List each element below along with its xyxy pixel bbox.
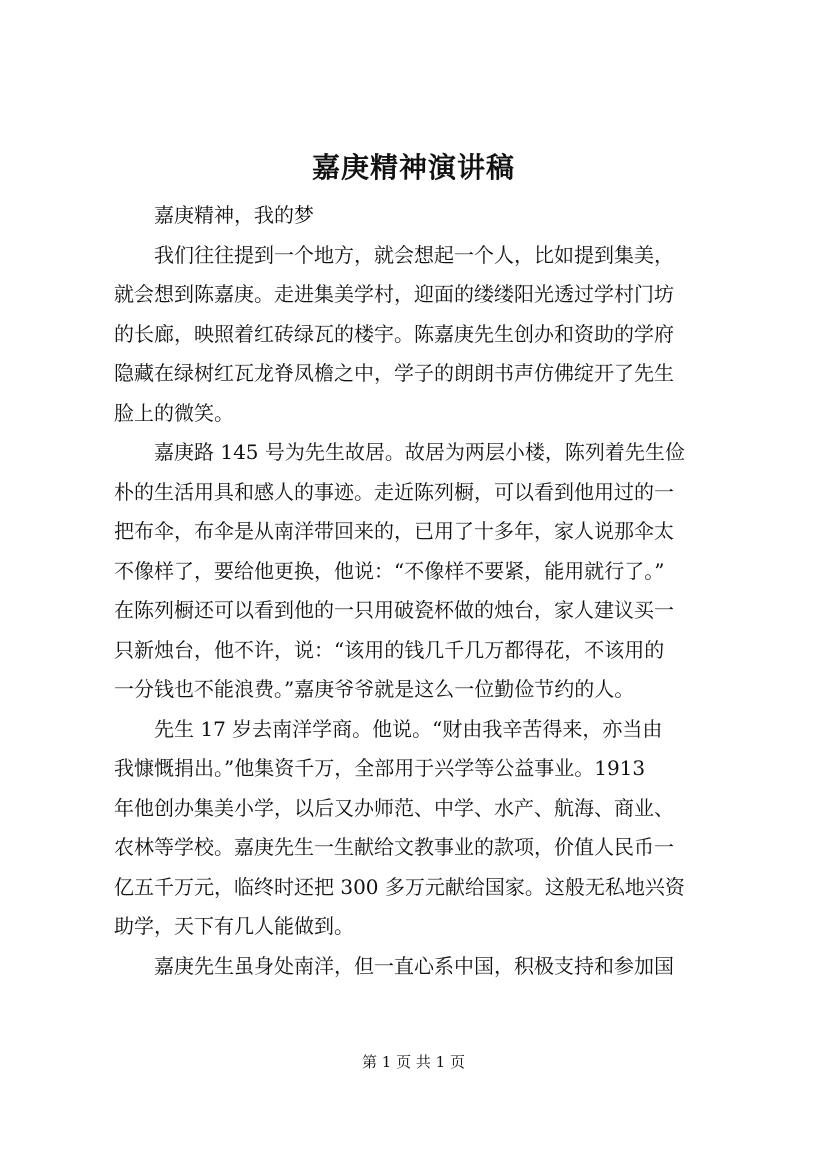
body-line: 年他创办集美小学，以后又办师范、中学、水产、航海、商业、	[114, 795, 674, 820]
body-line: 脸上的微笑。	[114, 400, 234, 425]
document-title: 嘉庚精神演讲稿	[311, 151, 515, 184]
body-line: 农林等学校。嘉庚先生一生献给文教事业的款项，价值人民币一	[114, 835, 674, 859]
document-body	[114, 196, 734, 986]
body-line: 我们往往提到一个地方，就会想起一个人，比如提到集美，	[154, 242, 674, 267]
body-line: 在陈列橱还可以看到他的一只用破瓷杯做的烛台，家人建议买一	[114, 598, 674, 622]
body-line: 嘉庚先生虽身处南洋，但一直心系中国，积极支持和参加国	[154, 953, 674, 978]
body-line: 我慷慨捐出。”他集资千万，全部用于兴学等公益事业。1913	[114, 756, 646, 780]
body-line: 一分钱也不能浪费。”嘉庚爷爷就是这么一位勤俭节约的人。	[114, 677, 635, 701]
body-line: 就会想到陈嘉庚。走进集美学村，迎面的缕缕阳光透过学村门坊	[114, 282, 674, 306]
subtitle-line: 嘉庚精神，我的梦	[154, 203, 314, 227]
body-line: 助学，天下有几人能做到。	[114, 914, 354, 938]
body-line: 把布伞，布伞是从南洋带回来的，已用了十多年，家人说那伞太	[114, 519, 674, 543]
page-footer: 第 1 页 共 1 页	[362, 1053, 465, 1071]
body-line: 朴的生活用具和感人的事迹。走近陈列橱，可以看到他用过的一	[114, 479, 674, 504]
body-line: 先生 17 岁去南洋学商。他说。“财由我辛苦得来，亦当由	[154, 716, 663, 741]
body-line: 只新烛台，他不许，说：“该用的钱几千几万都得花，不该用的	[114, 637, 665, 662]
body-line: 嘉庚路 145 号为先生故居。故居为两层小楼，陈列着先生俭	[154, 440, 685, 464]
body-line: 的长廊，映照着红砖绿瓦的楼宇。陈嘉庚先生创办和资助的学府	[114, 321, 674, 346]
body-line: 隐藏在绿树红瓦龙脊凤檐之中，学子的朗朗书声仿佛绽开了先生	[114, 361, 674, 385]
body-line: 不像样了，要给他更换，他说：“不像样不要紧，能用就行了。”	[114, 558, 665, 583]
body-line: 亿五千万元，临终时还把 300 多万元献给国家。这般无私地兴资	[114, 874, 685, 899]
